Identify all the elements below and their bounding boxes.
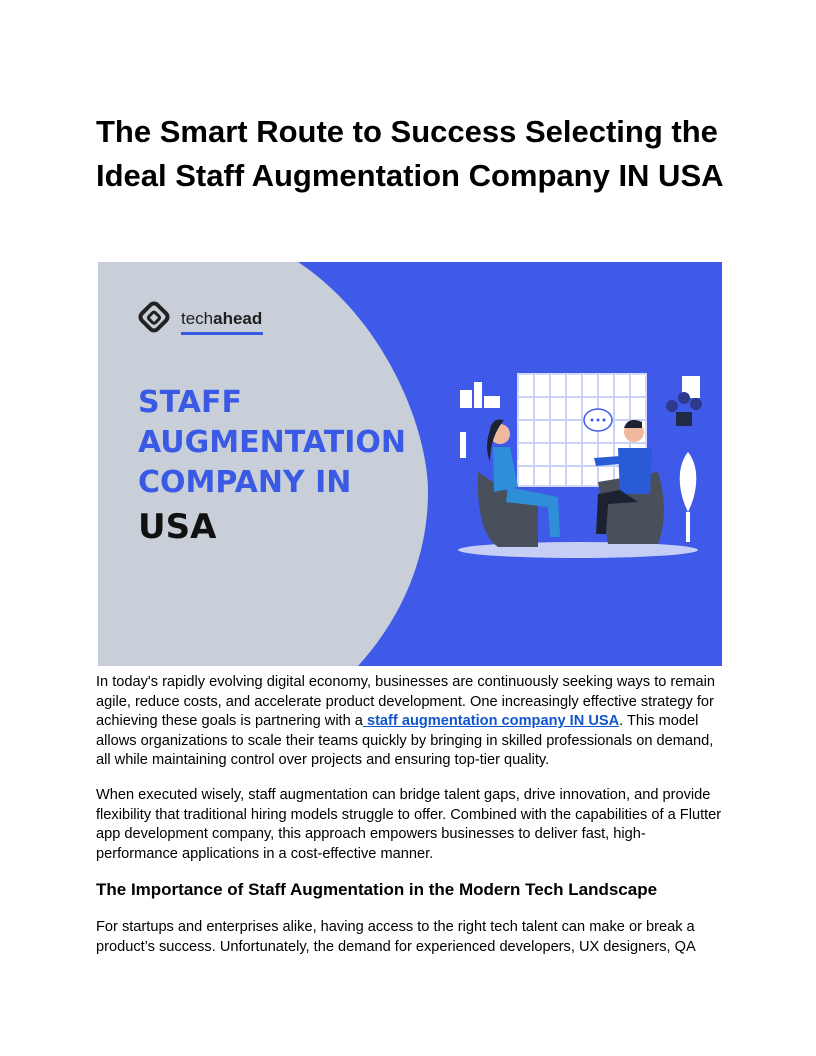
headline-line-2: AUGMENTATION <box>138 425 406 460</box>
logo-text: techahead <box>181 309 263 328</box>
section-heading: The Importance of Staff Augmentation in the Modern Tech Landscape <box>96 880 658 899</box>
logo-underline <box>181 332 263 335</box>
second-paragraph: When executed wisely, staff augmentation can bridge talent gaps, drive innovation, and provide flexibility that traditional hiring models struggle to offer. Combined with the capabilities of a Flutter app development company, this approach empowers businesses to deliver fast, high-performance applications in a cost-effective manner. <box>96 787 722 862</box>
intro-paragraph <box>96 673 722 771</box>
intro-text-after: . This model allows organizations to scale their teams quickly by bringing in skilled professionals on demand, all while maintaining control over projects and ensuring top-tier quality. <box>96 713 714 768</box>
page-title: The Smart Route to Success Selecting the Ideal Staff Augmentation Company IN USA <box>96 114 724 193</box>
third-paragraph: For startups and enterprises alike, having access to the right tech talent can make or break a product’s success. Unfortunately, the demand for experienced developers, UX designers, QA <box>96 919 696 955</box>
chat-bubble-icon <box>584 409 612 431</box>
hero-banner <box>98 262 722 666</box>
headline-line-4: USA <box>138 507 217 547</box>
banner-graphic <box>98 262 722 666</box>
floor-shadow <box>458 542 698 558</box>
staff-augmentation-link[interactable]: staff augmentation company IN USA <box>362 713 620 729</box>
intro-text-before: In today's rapidly evolving digital economy, businesses are continuously seeking ways to remain agile, reduce costs, and accelerate product development. One increasingly effective strategy for achieving these goals is partnering with a <box>96 674 716 729</box>
headline-line-3: COMPANY IN <box>138 465 352 500</box>
headline-line-1: STAFF <box>138 385 242 420</box>
